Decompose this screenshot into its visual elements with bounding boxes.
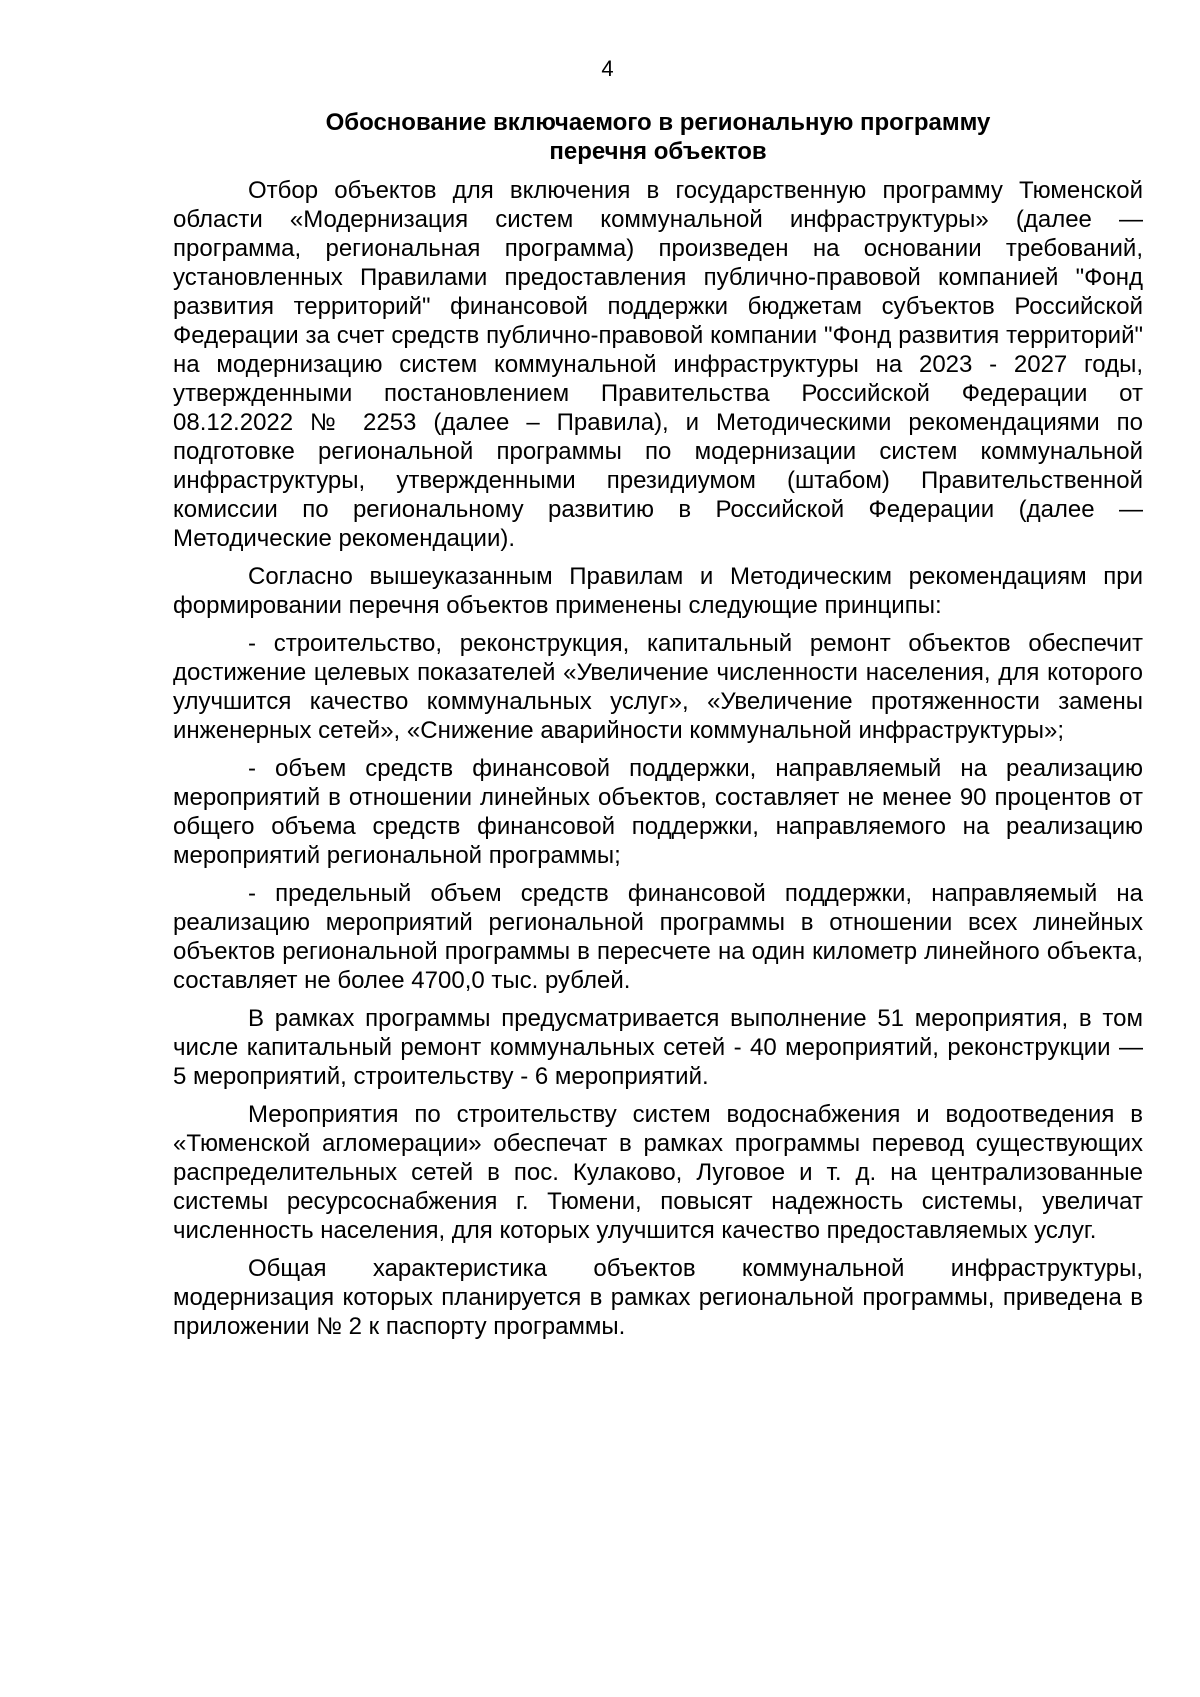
page-number: 4 — [601, 56, 614, 81]
paragraph-principle-targets: - строительство, реконструкция, капитальный ремонт объектов обеспечит достижение целевых показателей «Увеличение численности населения, для которого улучшится качество коммунальных услуг», «Увеличение протяженности замены инженерных сетей», «Снижение аварийности коммунальной инфраструктуры»; — [173, 630, 1143, 744]
paragraph-selection-basis: Отбор объектов для включения в государственную программу Тюменской области «Модернизация систем коммунальной инфраструктуры» (далее — программа, региональная программа) произведен на основании требований, установленных Правилами предоставления публично-правовой компанией "Фонд развития территорий" финансовой поддержки бюджетам субъектов Российской Федерации за счет средств публично-правовой компании "Фонд развития территорий" на модернизацию систем коммунальной инфраструктуры на 2023 - 2027 годы, утвержденными постановлением Правительства Российской Федерации от 08.12.2022 № 2253 (далее – Правила), и Методическими рекомендациями по подготовке региональной программы по модернизации систем коммунальной инфраструктуры, утвержденными президиумом (штабом) Правительственной комиссии по региональному развитию в Российской Федерации (далее — Методические рекомендации). — [173, 177, 1143, 552]
heading-line-2: перечня объектов — [549, 138, 767, 165]
paragraph-principle-linear-share: - объем средств финансовой поддержки, направляемый на реализацию мероприятий в отношении линейных объектов, составляет не менее 90 процентов от общего объема средств финансовой поддержки, направляемого на реализацию мероприятий региональной программы; — [173, 755, 1143, 869]
paragraph-principle-cost-limit: - предельный объем средств финансовой поддержки, направляемый на реализацию мероприятий региональной программы в отношении всех линейных объектов региональной программы в пересчете на один километр линейного объекта, составляет не более 4700,0 тыс. рублей. — [173, 880, 1143, 994]
section-heading — [173, 108, 1143, 166]
document-body — [173, 176, 1143, 1341]
heading-line-1: Обоснование включаемого в региональную программу — [325, 109, 991, 136]
paragraph-principles-intro: Согласно вышеуказанным Правилам и Методическим рекомендациям при формировании перечня объектов применены следующие принципы: — [173, 563, 1143, 619]
paragraph-appendix-reference: Общая характеристика объектов коммунальной инфраструктуры, модернизация которых планируется в рамках региональной программы, приведена в приложении № 2 к паспорту программы. — [173, 1255, 1143, 1340]
paragraph-measures-count: В рамках программы предусматривается выполнение 51 мероприятия, в том числе капитальный ремонт коммунальных сетей - 40 мероприятий, реконструкции — 5 мероприятий, строительству - 6 мероприятий. — [173, 1005, 1143, 1090]
paragraph-agglomeration-measures: Мероприятия по строительству систем водоснабжения и водоотведения в «Тюменской агломерации» обеспечат в рамках программы перевод существующих распределительных сетей в пос. Кулаково, Луговое и т. д. на централизованные системы ресурсоснабжения г. Тюмени, повысят надежность системы, увеличат численность населения, для которых улучшится качество предоставляемых услуг. — [173, 1101, 1143, 1244]
